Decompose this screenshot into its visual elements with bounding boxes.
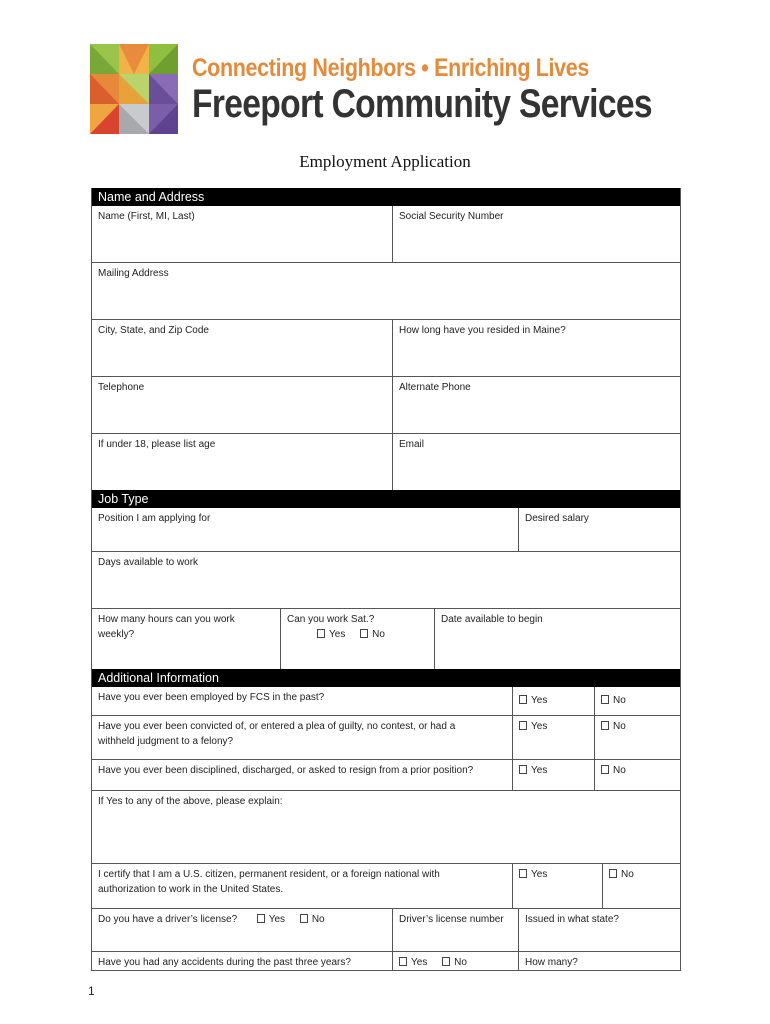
checkbox-icon[interactable]	[519, 765, 527, 774]
checkbox-icon[interactable]	[519, 721, 527, 730]
disciplined-label: Have you ever been disciplined, discharged, or asked to resign from a prior position?	[98, 765, 474, 776]
accidents-label: Have you had any accidents during the past three years?	[98, 957, 351, 968]
email-label: Email	[399, 439, 425, 450]
no-label: No	[613, 765, 626, 776]
page-number: 1	[88, 984, 95, 998]
section-header-job-type: Job Type	[92, 490, 680, 508]
no-label: No	[613, 721, 626, 732]
license-number-field[interactable]	[392, 909, 518, 951]
certify-question	[92, 864, 512, 908]
disciplined-yes-option[interactable]	[512, 760, 594, 790]
employment-form	[91, 188, 681, 971]
checkbox-icon[interactable]	[519, 869, 527, 878]
explain-field[interactable]	[92, 791, 680, 863]
yes-label: Yes	[268, 914, 286, 925]
desired-salary-field[interactable]	[518, 508, 680, 551]
age-field[interactable]	[92, 434, 392, 490]
date-available-field[interactable]	[434, 609, 680, 669]
yes-label: Yes	[531, 721, 548, 732]
checkbox-icon[interactable]	[317, 629, 325, 638]
resided-label: How long have you resided in Maine?	[399, 325, 566, 336]
mailing-address-field[interactable]	[92, 263, 680, 319]
drivers-license-yes-option[interactable]	[257, 912, 285, 927]
convicted-question	[92, 716, 512, 759]
convicted-yes-option[interactable]	[512, 716, 594, 759]
yes-label: Yes	[531, 695, 548, 706]
position-label: Position I am applying for	[98, 513, 211, 524]
certify-no-option[interactable]	[602, 864, 680, 908]
name-label: Name (First, MI, Last)	[98, 211, 195, 222]
hours-weekly-label-line2: weekly?	[98, 629, 135, 640]
section-header-additional: Additional Information	[92, 669, 680, 687]
checkbox-icon[interactable]	[609, 869, 617, 878]
employed-fcs-no-option[interactable]	[594, 687, 680, 715]
ssn-field[interactable]	[392, 206, 680, 262]
accidents-question	[92, 952, 392, 970]
date-available-label: Date available to begin	[441, 614, 543, 625]
issued-state-field[interactable]	[518, 909, 680, 951]
employed-fcs-question	[92, 687, 512, 715]
convicted-label-line1: Have you ever been convicted of, or entered a plea of guilty, no contest, or had a	[98, 721, 456, 732]
convicted-label-line2: withheld judgment to a felony?	[98, 736, 234, 747]
yes-label: Yes	[329, 629, 346, 640]
days-available-label: Days available to work	[98, 557, 199, 568]
alternate-phone-label: Alternate Phone	[399, 382, 471, 393]
resided-field[interactable]	[392, 320, 680, 376]
no-label: No	[621, 869, 634, 880]
telephone-field[interactable]	[92, 377, 392, 433]
checkbox-icon[interactable]	[442, 957, 450, 966]
certify-yes-option[interactable]	[512, 864, 602, 908]
checkbox-icon[interactable]	[257, 914, 265, 923]
employed-fcs-yes-option[interactable]	[512, 687, 594, 715]
disciplined-no-option[interactable]	[594, 760, 680, 790]
convicted-no-option[interactable]	[594, 716, 680, 759]
alternate-phone-field[interactable]	[392, 377, 680, 433]
no-label: No	[311, 914, 325, 925]
yes-label: Yes	[531, 765, 548, 776]
checkbox-icon[interactable]	[601, 695, 609, 704]
saturday-field	[280, 609, 434, 669]
saturday-label: Can you work Sat.?	[287, 614, 375, 625]
disciplined-question	[92, 760, 512, 790]
yes-label: Yes	[531, 869, 548, 880]
no-label: No	[372, 629, 385, 640]
employed-fcs-label: Have you ever been employed by FCS in the past?	[98, 692, 325, 703]
how-many-label: How many?	[525, 957, 578, 968]
drivers-license-question	[92, 909, 392, 951]
checkbox-icon[interactable]	[399, 957, 407, 966]
age-label: If under 18, please list age	[98, 439, 216, 450]
how-many-field[interactable]	[518, 952, 680, 970]
tagline: Connecting Neighbors • Enriching Lives	[192, 54, 590, 82]
page-title: Employment Application	[299, 152, 471, 171]
mailing-address-label: Mailing Address	[98, 268, 169, 279]
ssn-label: Social Security Number	[399, 211, 504, 222]
hours-weekly-label-line1: How many hours can you work	[98, 614, 235, 625]
telephone-label: Telephone	[98, 382, 145, 393]
license-number-label: Driver’s license number	[399, 914, 504, 925]
accidents-options	[392, 952, 518, 970]
city-state-zip-label: City, State, and Zip Code	[98, 325, 209, 336]
saturday-yes-option[interactable]	[317, 627, 345, 642]
checkbox-icon[interactable]	[601, 765, 609, 774]
saturday-no-option[interactable]	[360, 627, 385, 642]
explain-label: If Yes to any of the above, please explain:	[98, 796, 283, 807]
certify-label-line1: I certify that I am a U.S. citizen, permanent resident, or a foreign national with	[98, 869, 440, 880]
checkbox-icon[interactable]	[300, 914, 308, 923]
city-state-zip-field[interactable]	[92, 320, 392, 376]
position-field[interactable]	[92, 508, 518, 551]
accidents-yes-option[interactable]	[399, 955, 427, 970]
issued-state-label: Issued in what state?	[525, 914, 619, 925]
yes-label: Yes	[411, 957, 428, 968]
email-field[interactable]	[392, 434, 680, 490]
no-label: No	[454, 957, 467, 968]
days-available-field[interactable]	[92, 552, 680, 608]
no-label: No	[613, 695, 626, 706]
checkbox-icon[interactable]	[360, 629, 368, 638]
section-header-name-address: Name and Address	[92, 188, 680, 206]
checkbox-icon[interactable]	[601, 721, 609, 730]
desired-salary-label: Desired salary	[525, 513, 589, 524]
checkbox-icon[interactable]	[519, 695, 527, 704]
quilt-logo-icon	[90, 44, 178, 134]
drivers-license-label: Do you have a driver’s license?	[98, 914, 238, 925]
organization-name: Freeport Community Services	[192, 82, 652, 126]
hours-weekly-field[interactable]	[92, 609, 280, 669]
name-field[interactable]	[92, 206, 392, 262]
certify-label-line2: authorization to work in the United States.	[98, 884, 284, 895]
accidents-no-option[interactable]	[442, 955, 467, 970]
drivers-license-no-option[interactable]	[300, 912, 325, 927]
